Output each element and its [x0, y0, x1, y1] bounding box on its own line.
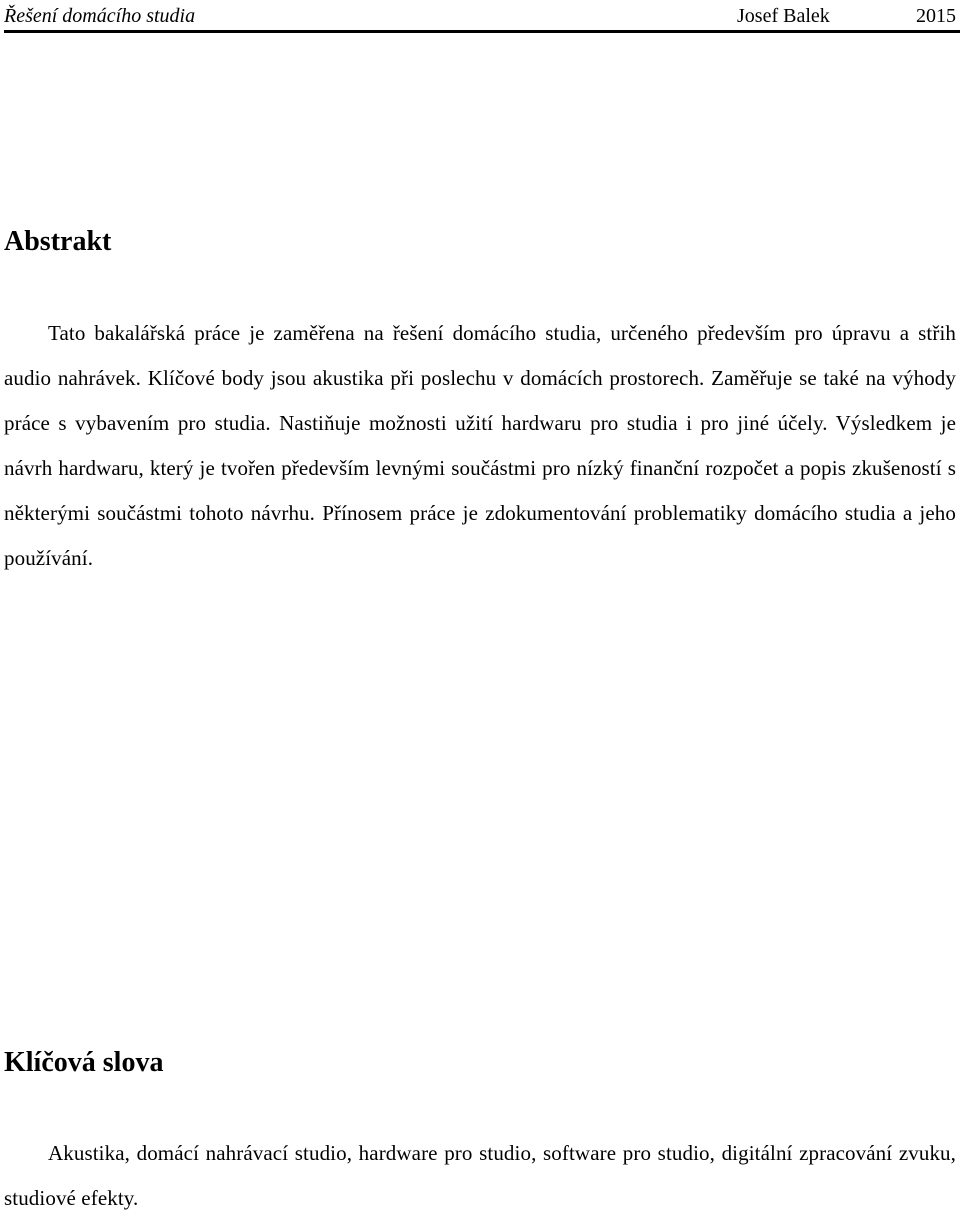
- keywords-paragraph: Akustika, domácí nahrávací studio, hardware pro studio, software pro studio, digitální zpracování zvuku, studiové efekty.: [4, 1141, 956, 1210]
- running-header: [4, 4, 960, 30]
- abstract-paragraph: Tato bakalářská práce je zaměřena na řešení domácího studia, určeného především pro úpravu a střih audio nahrávek. Klíčové body jsou akustika při poslechu v domácích prostorech. Zaměřuje se také na výhody práce s vybavením pro studia. Nastiňuje možnosti užití hardwaru pro studia i pro jiné účely. Výsledkem je návrh hardwaru, který je tvořen především levnými součástmi pro nízký finanční rozpočet a popis zkušeností s některými součástmi tohoto návrhu. Přínosem práce je zdokumentování problematiky domácího studia a jeho používání.: [4, 321, 956, 570]
- header-author: Josef Balek: [737, 5, 830, 27]
- abstract-heading: Abstrakt: [4, 226, 112, 257]
- keywords-heading: Klíčová slova: [4, 1047, 164, 1078]
- header-year: 2015: [916, 5, 956, 27]
- header-document-title: Řešení domácího studia: [4, 5, 196, 27]
- header-divider: [4, 30, 960, 33]
